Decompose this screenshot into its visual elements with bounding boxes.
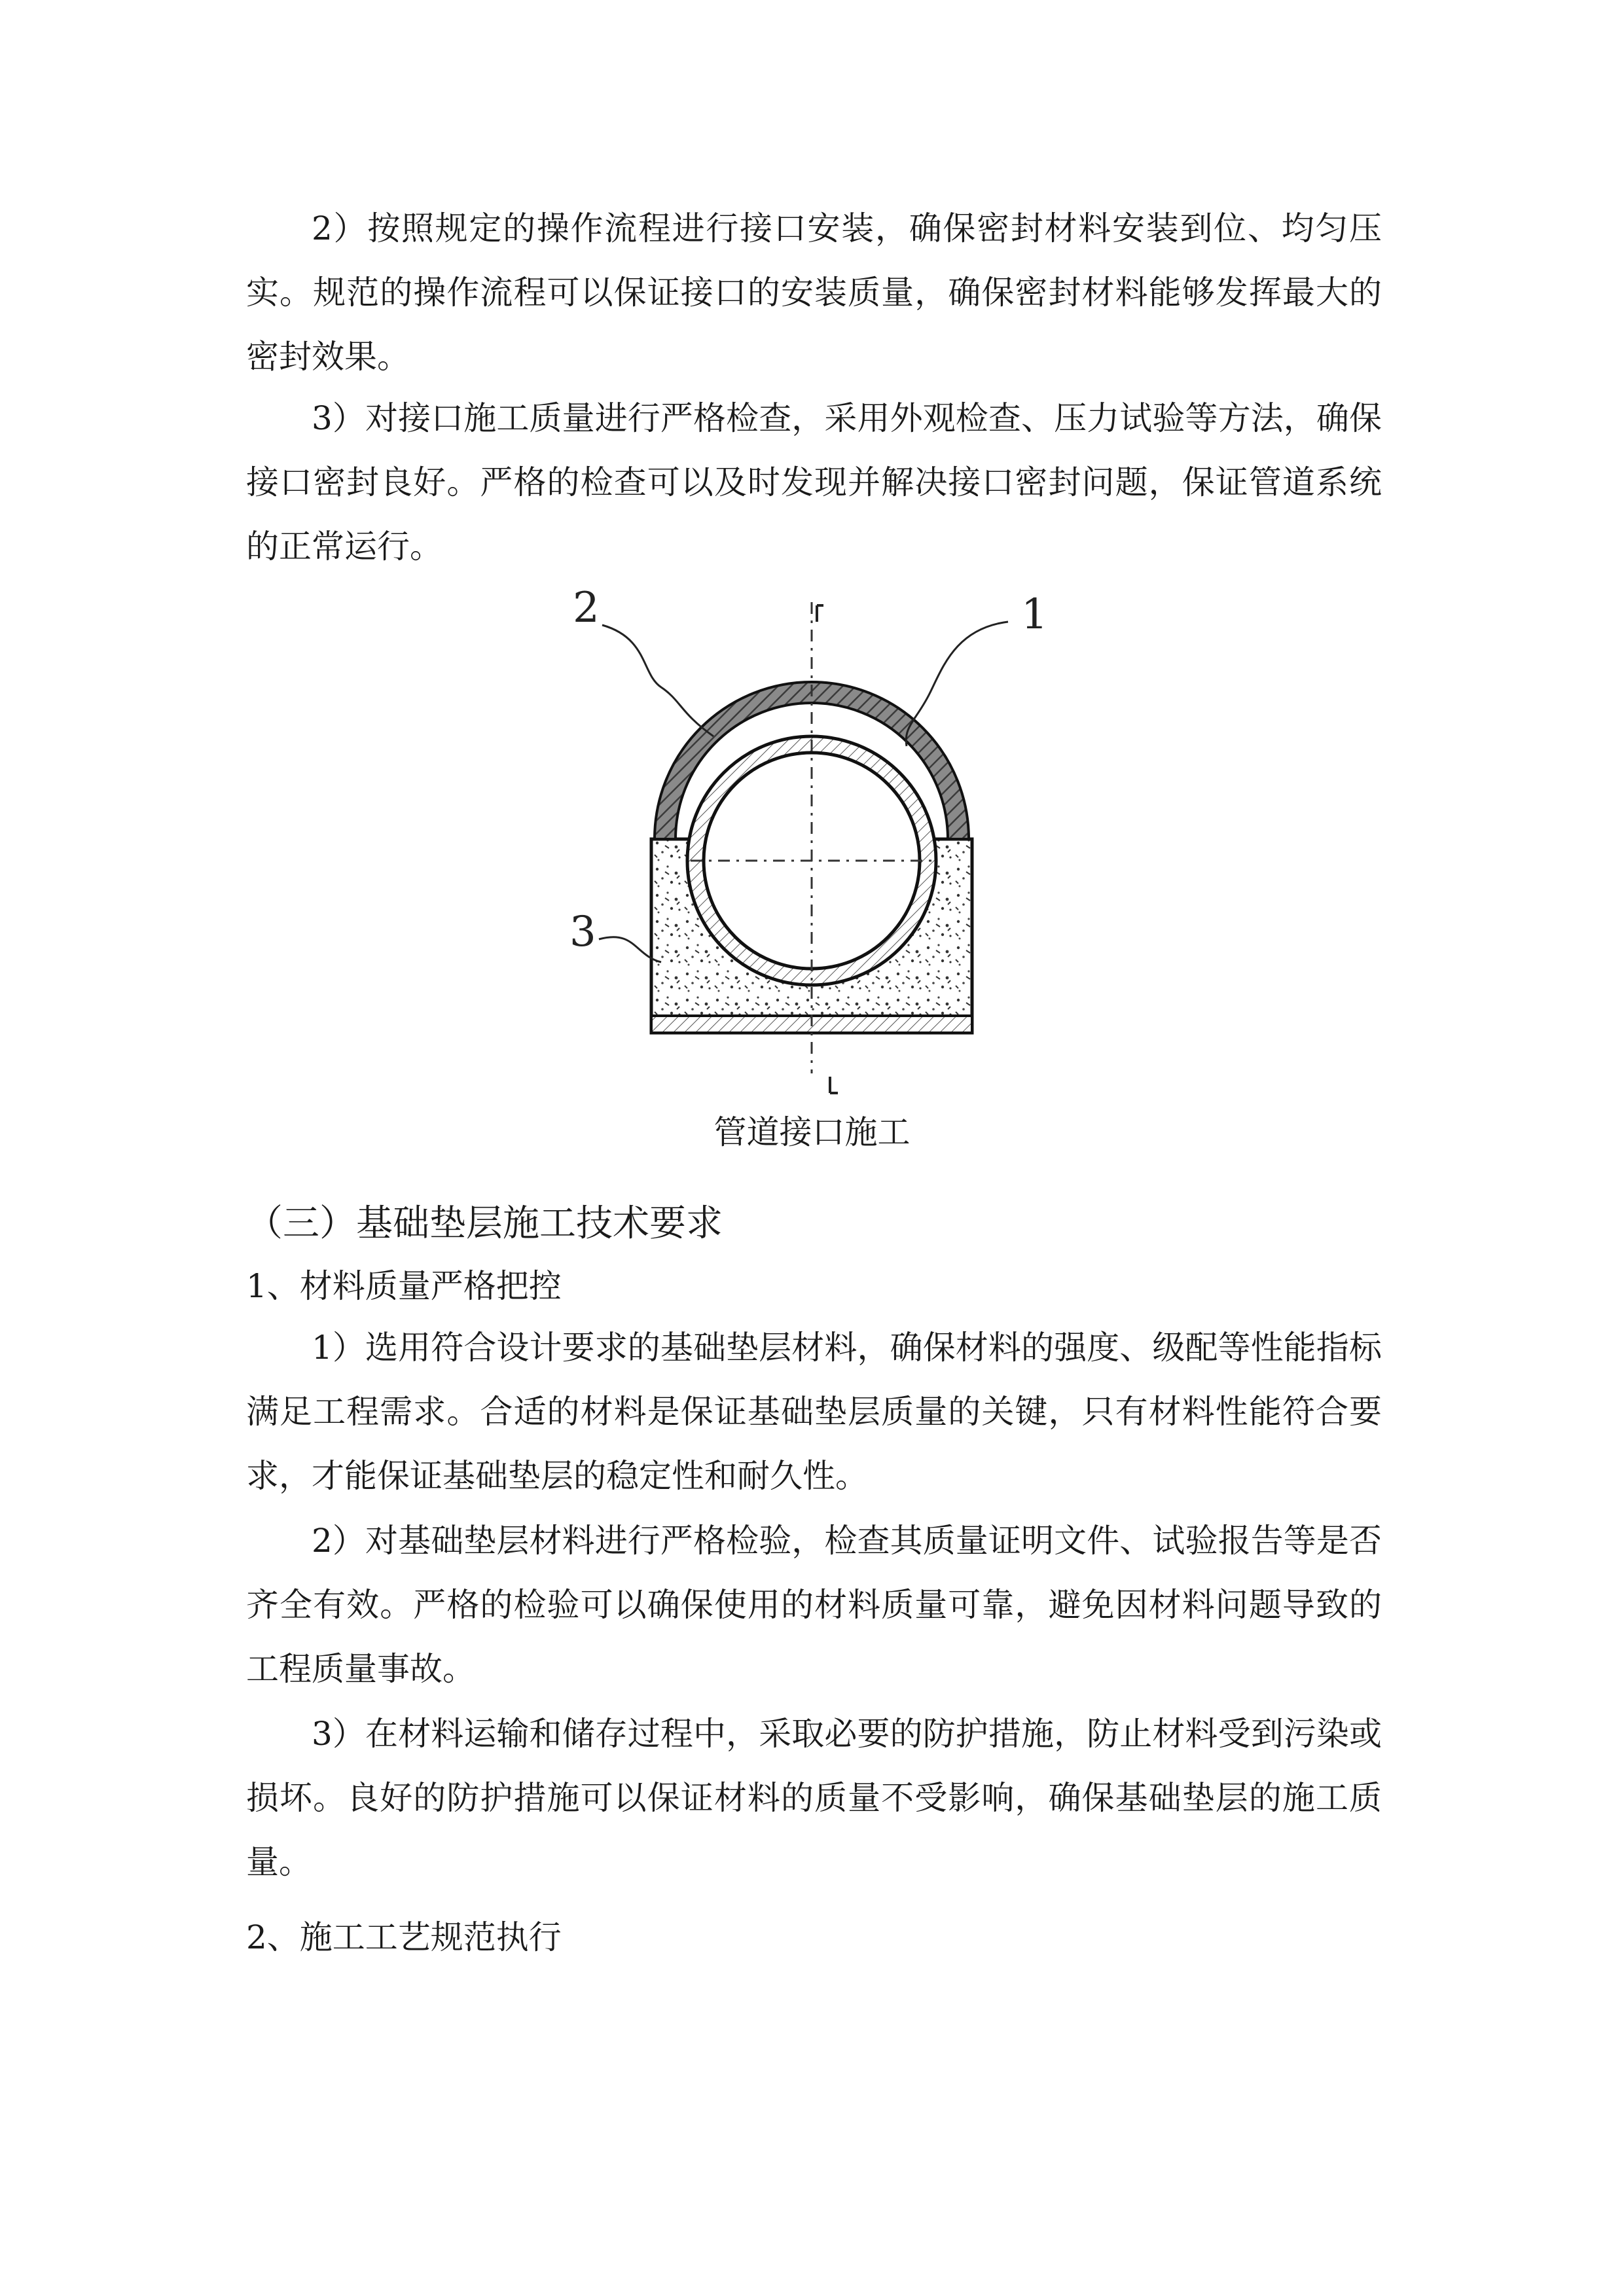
leader-line-2: [602, 625, 713, 736]
pipe-joint-figure: [563, 576, 1060, 1113]
label-2: 2: [573, 584, 600, 632]
label-1: 1: [1021, 590, 1048, 639]
subheading-construction-process: 2、施工工艺规范执行: [246, 1918, 562, 1956]
section-heading: （三）基础垫层施工技术要求: [246, 1202, 723, 1245]
paragraph-material-inspection: 2）对基础垫层材料进行严格检验，检查其质量证明文件、试验报告等是否齐全有效。严格的检验可以确保使用的材料质量可靠，避免因材料问题导致的工程质量事故。: [246, 1522, 1382, 1688]
paragraph-material-selection: 1）选用符合设计要求的基础垫层材料，确保材料的强度、级配等性能指标满足工程需求。合适的材料是保证基础垫层质量的关键，只有材料性能符合要求，才能保证基础垫层的稳定性和耐久性。: [246, 1329, 1382, 1495]
section-mark-top: [817, 605, 823, 622]
section-mark-bottom: [830, 1077, 838, 1093]
paragraph-quality-inspection: 3）对接口施工质量进行严格检查，采用外观检查、压力试验等方法，确保接口密封良好。严格的检查可以及时发现并解决接口密封问题，保证管道系统的正常运行。: [246, 399, 1382, 565]
label-3: 3: [569, 908, 596, 956]
pipe-joint-diagram: [563, 576, 1060, 1113]
paragraph-material-protection: 3）在材料运输和储存过程中，采取必要的防护措施，防止材料受到污染或损坏。良好的防护措施可以保证材料的质量不受影响，确保基础垫层的施工质量。: [246, 1715, 1382, 1881]
paragraph-install-procedure: 2）按照规定的操作流程进行接口安装，确保密封材料安装到位、均匀压实。规范的操作流程可以保证接口的安装质量，确保密封材料能够发挥最大的密封效果。: [246, 209, 1382, 376]
figure-caption: 管道接口施工: [713, 1113, 911, 1151]
subheading-material-quality: 1、材料质量严格把控: [246, 1267, 562, 1305]
